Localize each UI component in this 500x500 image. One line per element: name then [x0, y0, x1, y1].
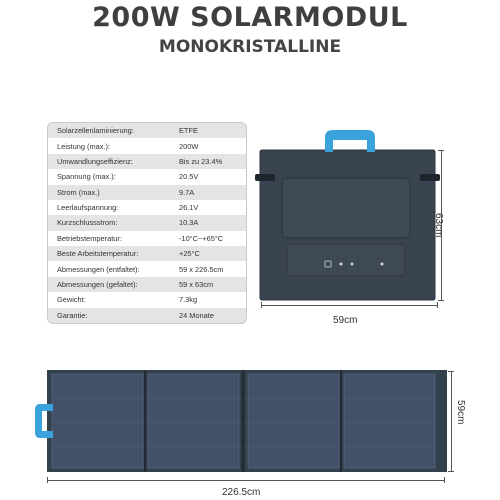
spec-label: Umwandlungseffizienz: [57, 156, 133, 166]
spec-value: 200W [179, 141, 199, 151]
spec-table [47, 122, 247, 324]
spec-row [48, 200, 246, 215]
spec-value: 10.3A [179, 218, 199, 228]
folded-height-tick-top [438, 150, 444, 151]
unfolded-height-line [451, 371, 452, 471]
spec-row [48, 308, 246, 323]
spec-label: Betriebstemperatur: [57, 233, 122, 243]
spec-label: Abmessungen (entfaltet): [57, 264, 140, 274]
spec-row [48, 261, 246, 276]
spec-row [48, 277, 246, 292]
page-title: 200W SOLARMODUL [92, 2, 408, 33]
spec-value: 26.1V [179, 203, 199, 213]
unfolded-height-tick-bottom [448, 471, 454, 472]
spec-label: Gewicht: [57, 295, 86, 305]
spec-value: 7.3kg [179, 295, 198, 305]
spec-value: 59 x 63cm [179, 279, 214, 289]
spec-row [48, 231, 246, 246]
unfolded-panel-image [35, 368, 450, 478]
spec-label: Solarzellenlaminierung: [57, 126, 134, 136]
spec-value: Bis zu 23.4% [179, 156, 223, 166]
folded-width-tick-right [437, 302, 438, 308]
unfolded-height-label: 59cm [455, 400, 466, 425]
spec-label: Abmessungen (gefaltet): [57, 279, 138, 289]
unfolded-height-tick-top [448, 371, 454, 372]
spec-row [48, 138, 246, 153]
page-subtitle: MONOKRISTALLINE [158, 37, 342, 57]
spec-row [48, 246, 246, 261]
spec-label: Leerlaufspannung: [57, 203, 119, 213]
unfolded-width-label: 226.5cm [222, 487, 261, 498]
spec-label: Spannung (max.): [57, 172, 116, 182]
spec-label: Beste Arbeitstemperatur: [57, 249, 139, 259]
spec-value: 24 Monate [179, 310, 214, 320]
spec-value: ETFE [179, 126, 198, 136]
spec-label: Garantie: [57, 310, 88, 320]
folded-panel-image [255, 122, 445, 307]
folded-width-label: 59cm [333, 315, 358, 326]
spec-value: 20.5V [179, 172, 199, 182]
spec-row [48, 169, 246, 184]
spec-label: Kurzschlussstrom: [57, 218, 118, 228]
spec-value: +25°C [179, 249, 200, 259]
folded-height-tick-bottom [438, 300, 444, 301]
spec-value: 9.7A [179, 187, 195, 197]
spec-row [48, 215, 246, 230]
folded-height-label: 63cm [433, 213, 444, 238]
spec-row [48, 123, 246, 138]
unfolded-width-line [47, 480, 445, 481]
spec-row [48, 292, 246, 307]
spec-value: -10°C~+65°C [179, 233, 224, 243]
spec-row [48, 154, 246, 169]
spec-row [48, 185, 246, 200]
folded-width-tick-left [261, 302, 262, 308]
spec-value: 59 x 226.5cm [179, 264, 224, 274]
unfolded-width-tick-left [47, 477, 48, 483]
spec-label: Strom (max.) [57, 187, 100, 197]
folded-width-line [261, 305, 437, 306]
unfolded-width-tick-right [444, 477, 445, 483]
spec-label: Leistung (max.): [57, 141, 110, 151]
